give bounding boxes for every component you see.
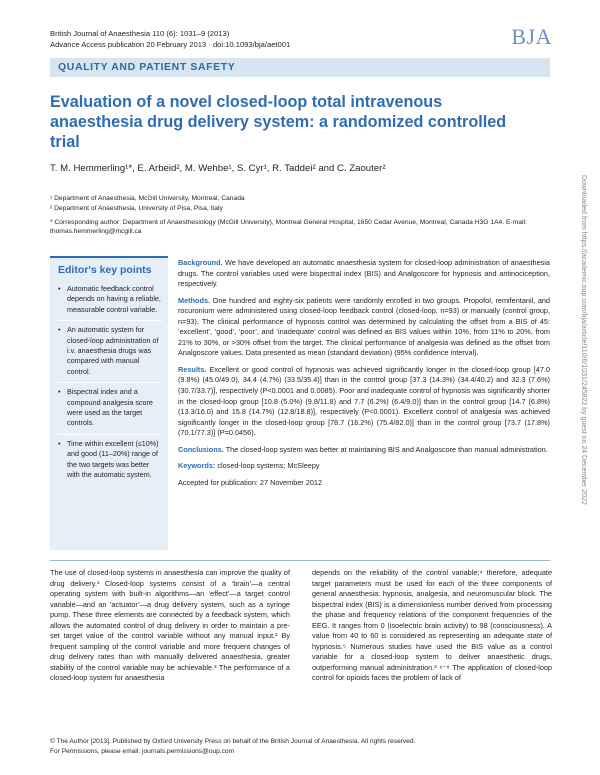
body-paragraph: The use of closed-loop systems in anaesthesia can improve the quality of drug delivery.¹ Closed-loop systems consist of a ‘brain’—a central operating system with built-in algorithms—an ‘effect’—a target control variable—and an ‘actuator’—a drug delivery system, such as a syringe pump. These three elements are connected by a feedback system, which allows the automated control of drug delivery in order to maintain a pre-set target value of the control variable without any manual input.² By frequent sampling of the control variable and more frequent changes of drug delivery rates than with manually delivered anaesthesia, greater stability of the control variable may be achievable.³ The performance of a closed-loop system for anaesthesia [50, 568, 290, 683]
key-points-box [50, 256, 168, 550]
keywords [178, 461, 550, 472]
body-paragraph: depends on the reliability of the control variable;⁴ therefore, adequate target parameters must be used for each of the three components of general anaesthesia: hypnosis, analgesia, and neuromuscular block. The bispectral index (BIS) is a dimensionless number derived from processing the phase and frequency relations of the component frequencies of the EEG. It ranges from 0 (isoelectric brain activity) to 98 (consciousness). A value from 40 to 60 is considered as representing an adequate state of hypnosis.⁵ Numerous studies have used the BIS value as a control variable for a closed-loop system to deliver anaesthetic drugs, outperforming manual administration.³ ⁶⁻⁸ The application of closed-loop control for opioids faces the problem of lack of [312, 568, 552, 683]
download-sidebar [578, 175, 588, 595]
permissions-line: For Permissions, please email: journals.permissions@oup.com [50, 747, 235, 755]
copyright-line: © The Author [2013]. Published by Oxford University Press on behalf of the British Journal of Anaesthesia. All rights reserved. [50, 738, 416, 745]
corresponding-author: * Corresponding author: Department of Anaesthesiology (McGill University), Montreal General Hospital, 1650 Cedar Avenue, Montreal, Canada H3G 1A4. E-mail: thomas.hemmerling@mcgill.ca [50, 218, 527, 236]
keywords-text: closed-loop systems; McSleepy [215, 461, 320, 471]
conclusions-text: The closed-loop system was better at maintaining BIS and Analgoscore than manual administration. [223, 444, 548, 454]
accepted-date: Accepted for publication: 27 November 2012 [178, 477, 322, 487]
conclusions-label: Conclusions. [178, 444, 224, 454]
key-point-item: • Automatic feedback control depends on having a reliable, measurable control variable. [58, 284, 162, 320]
abstract-methods [178, 296, 550, 359]
body-column-2 [312, 568, 552, 684]
journal-logo: BJA [511, 24, 552, 49]
section-label: QUALITY AND PATIENT SAFETY [58, 61, 236, 73]
affiliation-1: ¹ Department of Anaesthesia, McGill University, Montreal, Canada [50, 195, 245, 202]
methods-label: Methods. [178, 295, 211, 305]
background-text: We have developed an automatic anaesthesia system for closed-loop administration of anaesthesia drugs. The control variables used were bispectral index (BIS) and Analgoscore for hypnosis and antinociception, respectively. [178, 258, 550, 289]
abstract-conclusions [178, 445, 550, 456]
key-point-item: • An automatic system for closed-loop administration of i.v. anaesthesia drugs was compared with manual control. [58, 320, 162, 382]
key-point-item: • Bispectral index and a compound analgesia score were used as the target controls. [58, 382, 162, 434]
results-text: Excellent or good control of hypnosis was achieved significantly longer in the closed-loop group [47.0 (9.8%) (45.0/49.0), 34.4 (4.7%) (33.5/35.4)] than in the control group [37.3 (14.3%) (34.4/40.2) and 32.3 (7.6%) (30.7/33.7)], respectively (P<0.0001 and 0.0085). Poor and inadequate control of hypnosis was significantly shorter in the closed-loop group [10.8 (5.0%) (9.8/11.8) and 7.7 (6.2%) (6.4/9.0)] than in the control group [14.7 (6.8%) (13.3/16.0) and 15.8 (14.7%) (12.8/18.8)], respectively (P<0.0001). Excellent control of analgesia was achieved significantly longer in the closed-loop group [78.7 (16.2%) (75.4/82.0)] than in the control group [73.7 (17.8%) (70.1/77.3)] (P=0.0456). [178, 364, 550, 438]
affiliation-2: ² Department of Anaesthesia, University of Pisa, Pisa, Italy [50, 204, 223, 212]
journal-line-2: Advance Access publication 20 February 2013 · doi:10.1093/bja/aet001 [50, 39, 291, 49]
journal-citation [50, 29, 290, 50]
background-label: Background. [178, 258, 223, 267]
journal-line-1: British Journal of Anaesthesia 110 (6): 1031–9 (2013) [50, 29, 230, 38]
section-banner [50, 58, 550, 77]
key-points-title: Editor's key points [58, 264, 152, 276]
keywords-label: Keywords: [178, 461, 216, 471]
article-title: Evaluation of a novel closed-loop total intravenous anaesthesia drug delivery system: a randomized controlled trial [50, 93, 507, 151]
abstract-results [178, 365, 550, 439]
divider [50, 560, 550, 561]
author-list: T. M. Hemmerling¹*, E. Arbeid², M. Wehbe¹, S. Cyr¹, R. Taddei² and C. Zaouter² [50, 163, 386, 174]
results-label: Results. [178, 364, 207, 374]
abstract [178, 258, 550, 494]
copyright-footer [50, 737, 415, 757]
body-column-1 [50, 568, 290, 684]
methods-text: One hundred and eighty-six patients were randomly enrolled in two groups. Propofol, remifentanil, and rocuronium were administered using closed-loop feedback control (closed-loop, n=93) or manually (control group, n=93). The clinical performance of hypnosis control was determined by calculating the offset from a BIS of 45: ‘excellent’, ‘good’, ‘poor’, and ‘inadequate’ control was defined as BIS values within 10%, from 11% to 20%, from 21% to 30%, or >30% offset from the target. The clinical performance of analgesia was defined as the offset from Analgoscore values. Data presented as mean (standard deviation) (95% confidence interval). [178, 295, 550, 358]
key-point-item: • Time within excellent (≤10%) and good (11–20%) range of the two targets was better with the automatic system. [58, 434, 162, 486]
abstract-background [178, 258, 550, 290]
affiliations [50, 194, 550, 237]
key-points-list [50, 284, 168, 486]
download-notice: Downloaded from https://academic.oup.com/bja/article/110/6/1031/245822 by guest on 24 December 2022 [580, 175, 587, 505]
